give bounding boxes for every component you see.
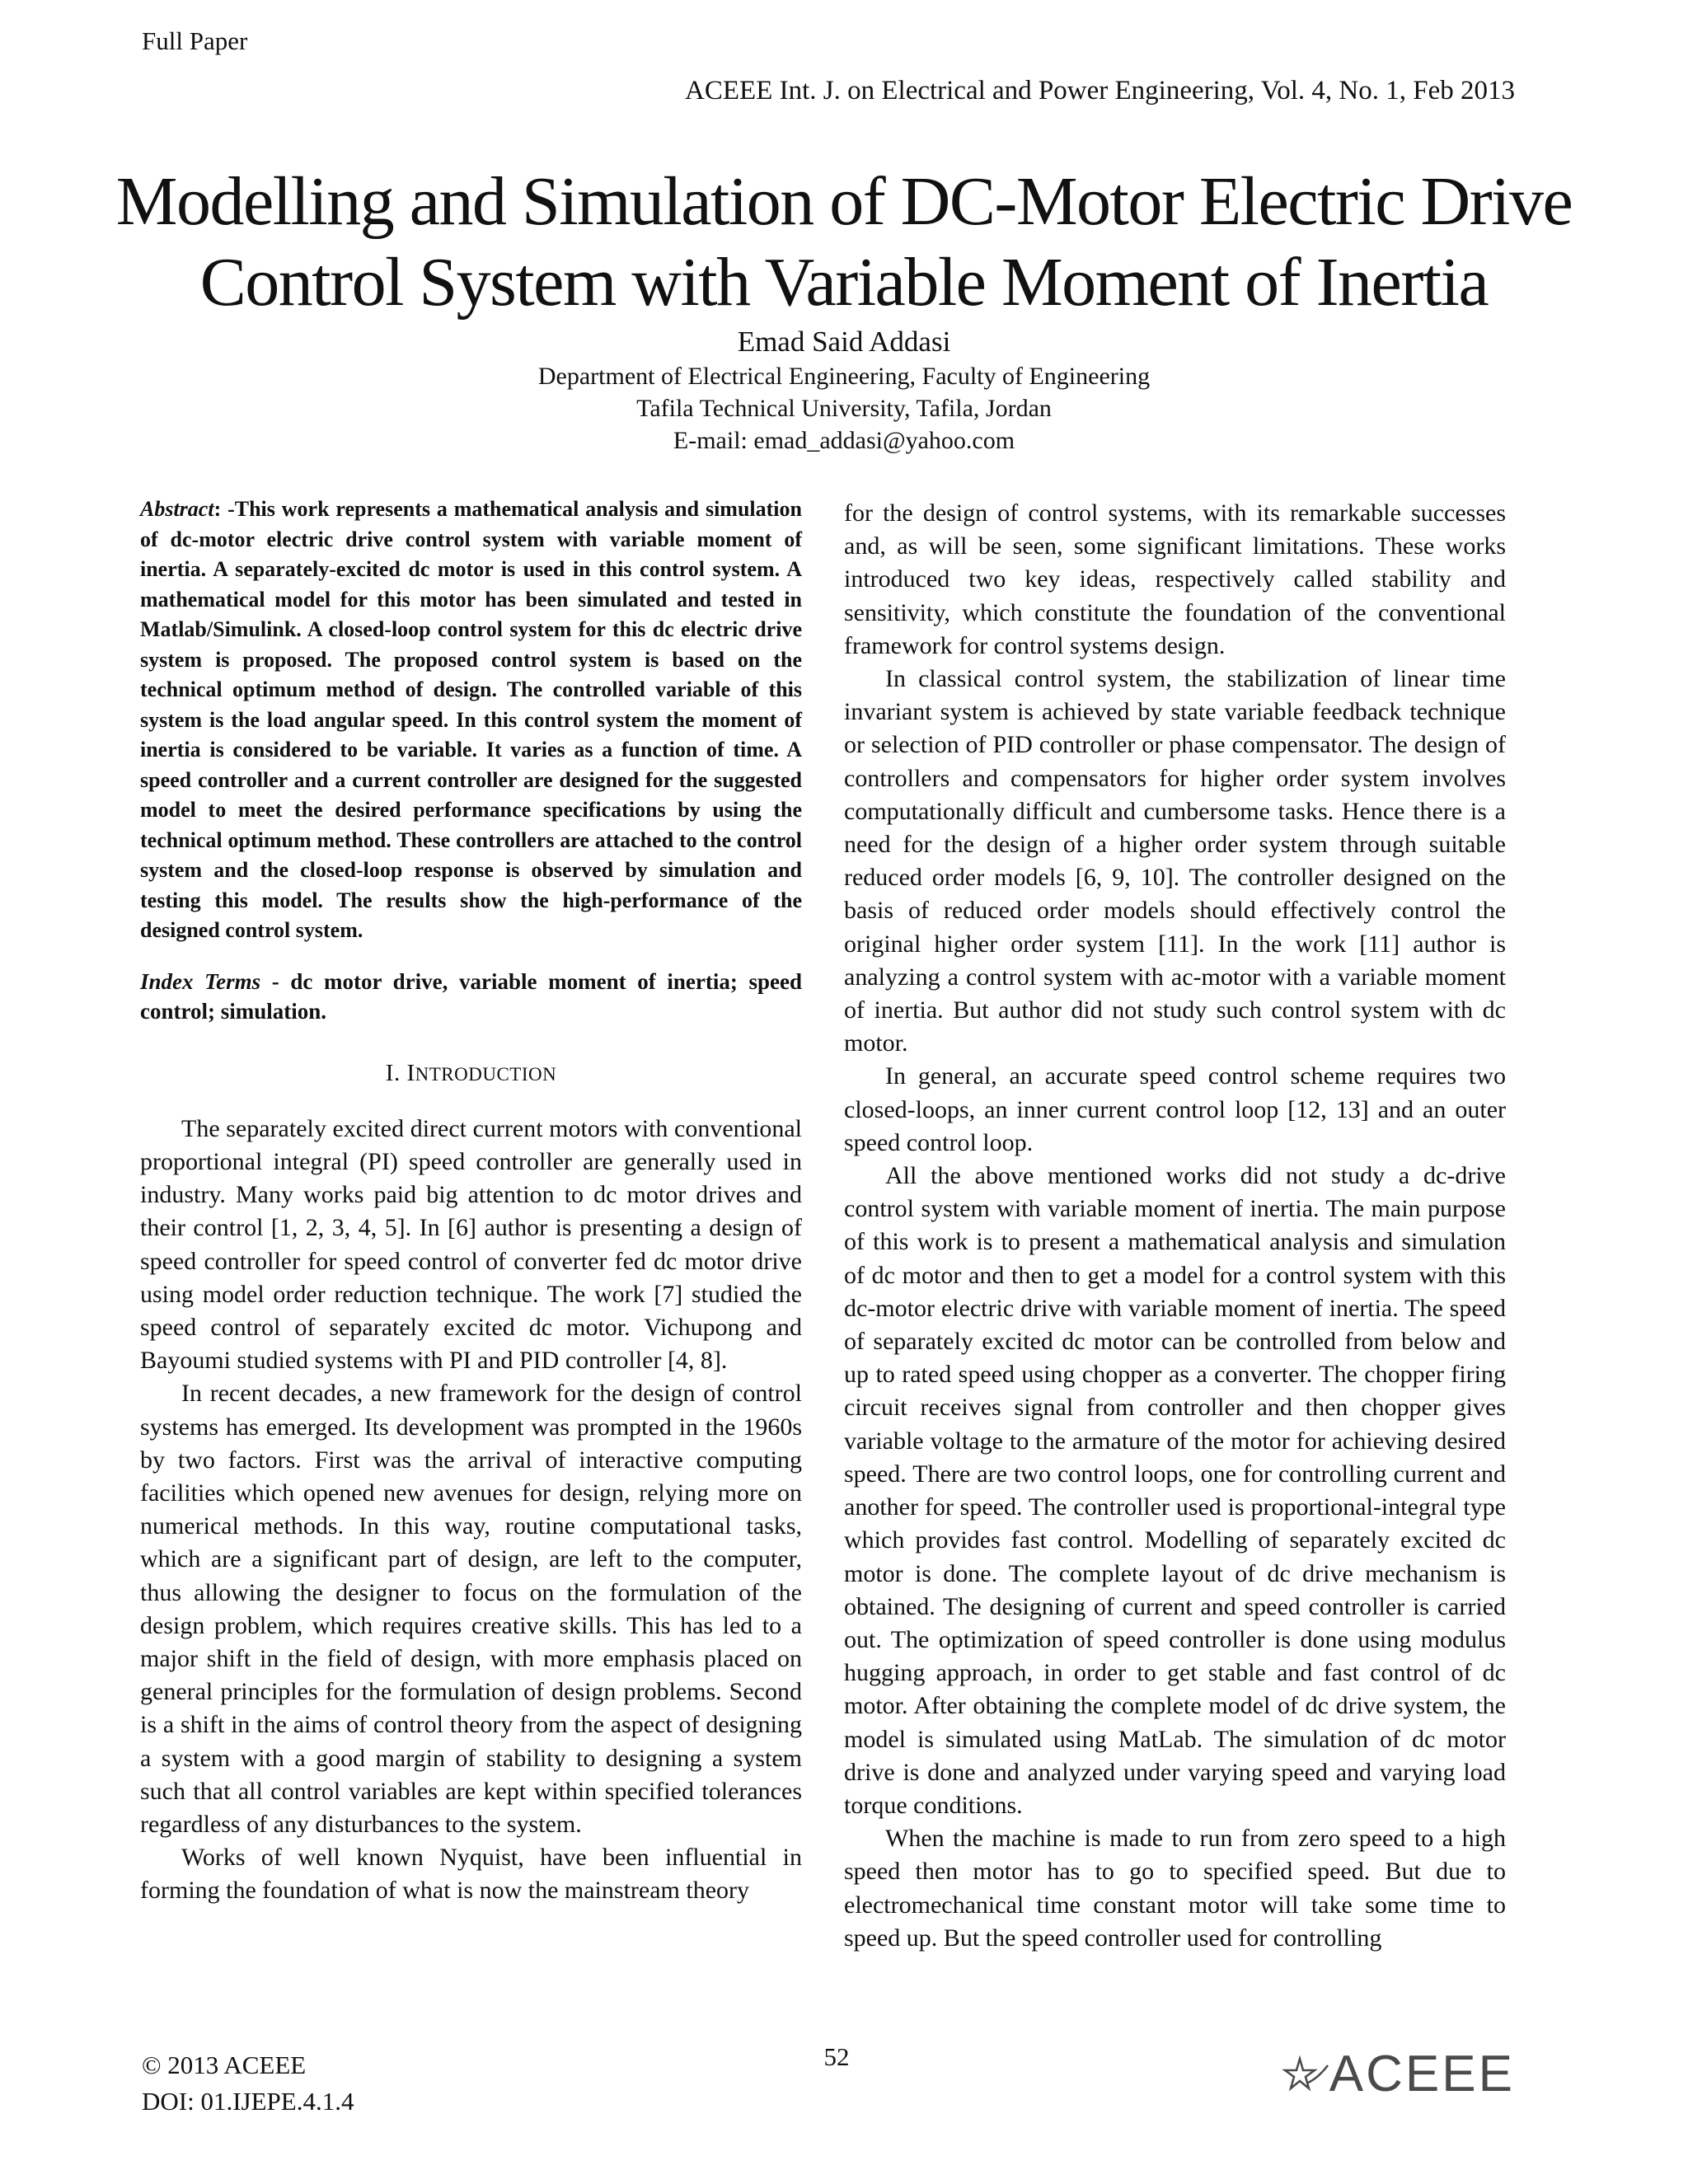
journal-header: ACEEE Int. J. on Electrical and Power Engineering, Vol. 4, No. 1, Feb 2013 — [685, 76, 1515, 105]
copyright: © 2013 ACEEE — [142, 2050, 307, 2079]
paragraph: When the machine is made to run from zero speed to a high speed then motor has to go to specified speed. But due to electromechanical time constant motor will take some time to speed up. But the speed controller used for controlling — [844, 1825, 1506, 1952]
logo-text: ACEEE — [1329, 2046, 1515, 2102]
author-name: Emad Said Addasi — [737, 326, 951, 358]
title-line-1: Modelling and Simulation of DC-Motor Electric Drive — [115, 163, 1573, 240]
index-terms-text: - dc motor drive, variable moment of inertia; speed control; simulation. — [140, 968, 802, 1024]
paragraph: The separately excited direct current motors with conventional proportional integral (PI) speed controller are generally used in industry. Many works paid big attention to dc motor drives and their control [1, 2, 3, 4, 5]. In [6] author is presenting a design of speed controller for speed control of converter fed dc motor drive using model order reduction technique. The work [7] studied the speed control of separately excited dc motor. Vichupong and Bayoumi studied systems with PI and PID controller [4, 8]. — [140, 1114, 802, 1375]
star-swoosh-icon — [1282, 2054, 1329, 2095]
abstract-text: : -This work represents a mathematical analysis and simulation of dc-motor electric drive control system with variable moment of inertia. A separately-excited dc motor is used in this control system. A mathematical model for this motor has been simulated and tested in Matlab/Simulink. A closed-loop control system for this dc electric drive system is proposed. The proposed control system is based on the technical optimum method of design. The controlled variable of this system is the load angular speed. In this control system the moment of inertia is considered to be variable. It varies as a function of time. A speed controller and a current controller are designed for the suggested model to meet the desired performance specifications by using the technical optimum method. These controllers are attached to the control system and the closed-loop response is observed by simulation and testing this model. The results show the high-performance of the designed control system. — [140, 497, 802, 942]
left-column — [140, 494, 802, 1908]
author-university: Tafila Technical University, Tafila, Jordan — [636, 395, 1052, 422]
paragraph: In classical control system, the stabilization of linear time invariant system is achieved by state variable feedback technique or selection of PID controller or phase compensator. The design of controllers and compensators for higher order system involves computationally difficult and cumbersome tasks. Hence there is a need for the design of a higher order system through suitable reduced order models [6, 9, 10]. The controller designed on the basis of reduced order models should effectively control the original higher order system [11]. In the work [11] author is analyzing a control system with ac-motor with a variable moment of inertia. But author did not study such control system with dc motor. — [844, 665, 1506, 1057]
title-line-2: Control System with Variable Moment of Inertia — [199, 244, 1489, 321]
index-terms-label: Index Terms — [140, 968, 261, 994]
section-label: Full Paper — [142, 26, 248, 55]
section-heading-introduction: I. INTRODUCTION — [385, 1059, 557, 1086]
paragraph: All the above mentioned works did not study a dc-drive control system with variable moment of inertia. The main purpose of this work is to present a mathematical analysis and simulation of dc motor and then to get a model for a control system with this dc-motor electric drive with variable moment of inertia. The speed of separately excited dc motor can be controlled from below and up to rated speed using chopper as a converter. The chopper firing circuit receives signal from controller and then chopper gives variable voltage to the armature of the motor for achieving desired speed. There are two control loops, one for controlling current and another for speed. The controller used is proportional-integral type which provides fast control. Modelling of separately excited dc motor is done. The complete layout of dc drive mechanism is obtained. The designing of current and speed controller is carried out. The optimization of speed controller is done using modulus hugging approach, in order to get stable and fast control of dc motor. After obtaining the complete model of dc drive system, the model is simulated using MatLab. The simulation of dc motor drive is done and analyzed under varying speed and varying load torque conditions. — [844, 1162, 1506, 1819]
page-number: 52 — [823, 2042, 850, 2071]
abstract — [140, 494, 802, 946]
author-email: E-mail: emad_addasi@yahoo.com — [673, 427, 1015, 454]
publisher-logo — [1282, 2046, 1515, 2102]
paragraph: In recent decades, a new framework for the design of control systems has emerged. Its development was prompted in the 1960s by two factors. First was the arrival of interactive computing facilities which opened new avenues for design, relying more on numerical methods. In this way, routine computational tasks, which are a significant part of design, are left to the computer, thus allowing the designer to focus on the formulation of the design problem, which requires creative skills. This has led to a major shift in the field of design, with more emphasis placed on general principles for the formulation of design problems. Second is a shift in the aims of control theory from the aspect of designing a system with a good margin of stability to designing a system such that all control variables are kept within specified tolerances regardless of any disturbances to the system. — [140, 1380, 802, 1838]
right-column — [844, 497, 1506, 1955]
index-terms — [140, 967, 802, 1027]
author-department: Department of Electrical Engineering, Faculty of Engineering — [537, 363, 1151, 390]
doi: DOI: 01.IJEPE.4.1.4 — [142, 2087, 354, 2116]
paper-title — [99, 162, 1589, 323]
paragraph: for the design of control systems, with its remarkable successes and, as will be seen, some significant limitations. These works introduced two key ideas, respectively called stability and sensitivity, which constitute the foundation of the conventional framework for control systems design. — [844, 499, 1506, 659]
author-block — [0, 324, 1688, 457]
abstract-label: Abstract — [140, 497, 214, 521]
paragraph: In general, an accurate speed control scheme requires two closed-loops, an inner current control loop [12, 13] and an outer speed control loop. — [844, 1062, 1506, 1156]
paragraph: Works of well known Nyquist, have been influential in forming the foundation of what is now the mainstream theory — [140, 1844, 802, 1905]
